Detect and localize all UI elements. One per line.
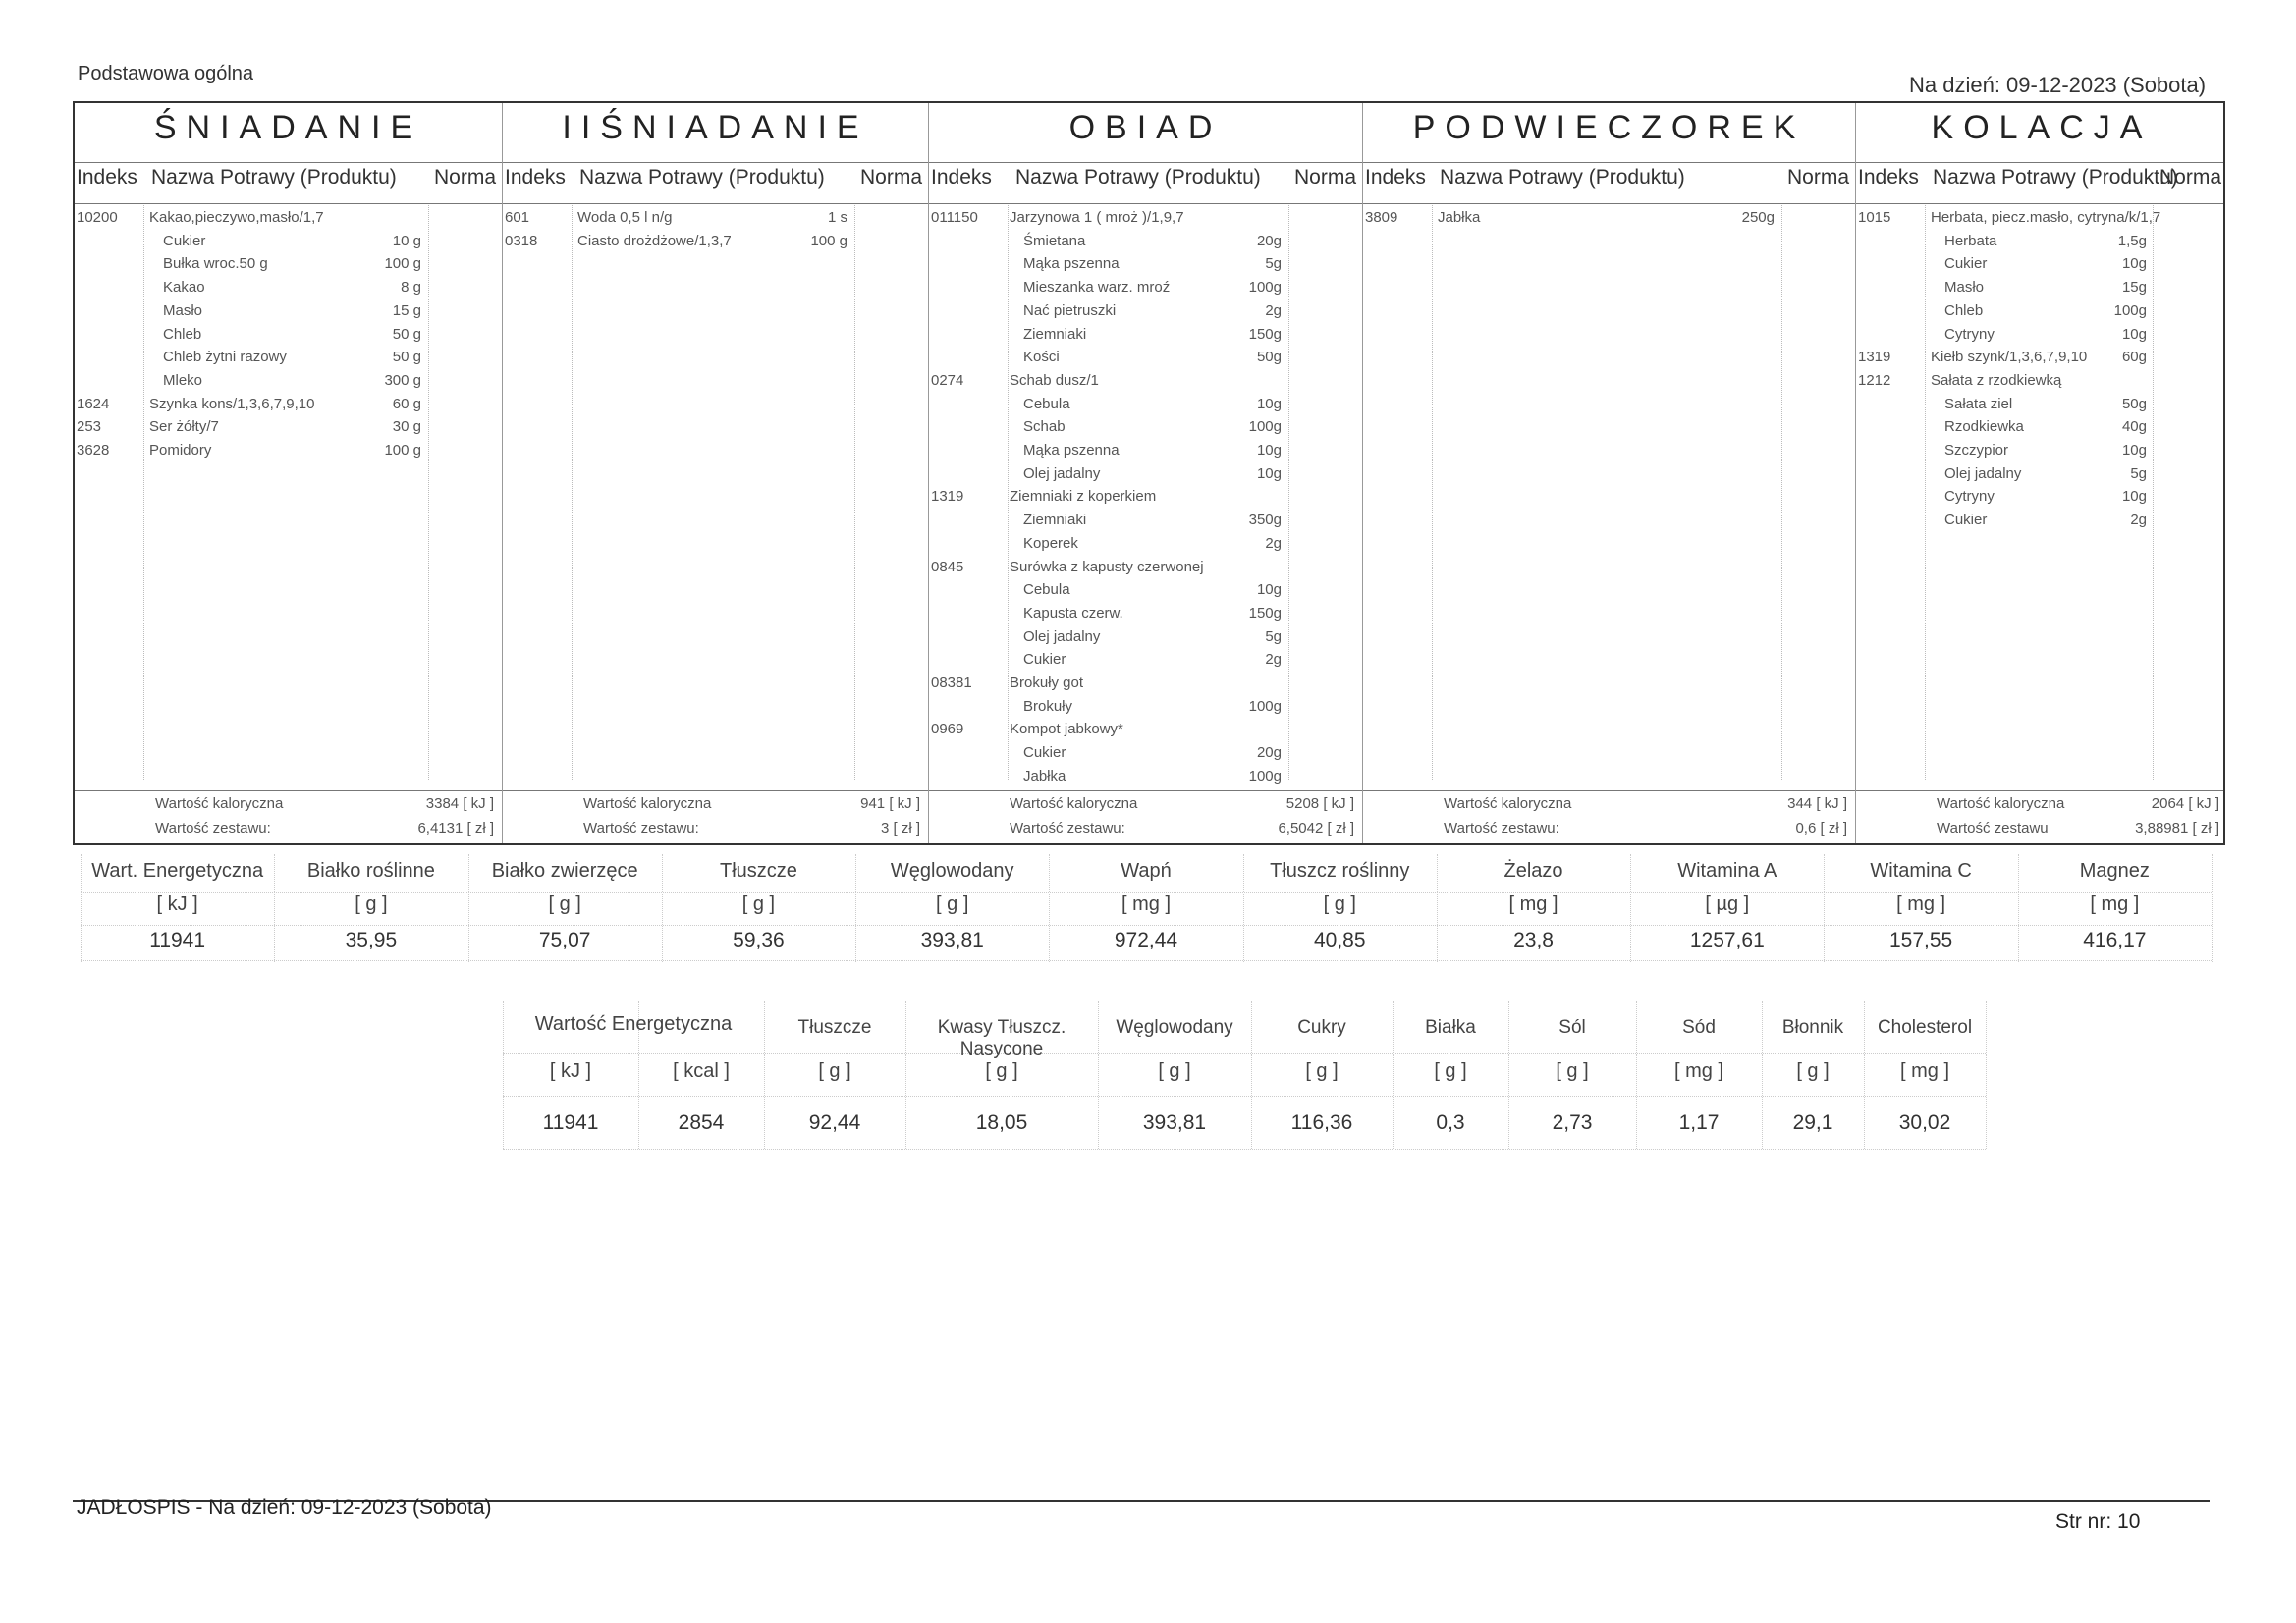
item-index: 0318 [505,232,538,249]
list-item [1856,512,2227,534]
meal-title: KOLACJA [1931,109,2153,146]
calorie-label: Wartość kaloryczna [1444,795,1572,812]
nutrient-unit: [ g ] [1796,1060,1830,1082]
grid-line [503,1053,1986,1054]
cost-label: Wartość zestawu [1937,820,2049,837]
nutrient-unit: [ g ] [1305,1060,1339,1082]
item-name: Mąka pszenna [1023,442,1120,459]
col-header-norm: Norma [1786,166,1849,189]
item-name: Ziemniaki [1023,512,1087,529]
col-divider [854,205,855,780]
list-item [929,488,1362,511]
nutrient-value: 393,81 [920,929,984,951]
item-norm: 1 s [827,209,847,226]
item-name: Szczypior [1944,442,2009,459]
nutrient-unit: [ g ] [355,893,388,915]
nutrient-unit: [ g ] [741,893,776,915]
nutrient-label: Wapń [1121,860,1172,882]
list-item [929,581,1362,604]
item-norm: 10g [2121,255,2147,273]
item-norm: 150g [1248,325,1282,343]
list-item [929,698,1362,721]
col-divider [1432,205,1433,780]
item-name: Cebula [1023,395,1070,412]
list-item [929,302,1362,325]
list-item [929,651,1362,674]
list-item [929,396,1362,418]
nutrition-table-label [503,1001,2066,1149]
grid-line [503,1149,1986,1150]
item-name: Mieszanka warz. mroź [1023,279,1171,297]
item-name: Koperek [1023,534,1078,552]
list-item [1856,279,2227,301]
item-name: Szynka kons/1,3,6,7,9,10 [149,395,315,412]
item-index: 3628 [77,442,110,459]
item-norm: 50g [1256,349,1282,366]
nutrient-label: Błonnik [1781,1017,1844,1038]
cost-value: 3 [ zł ] [880,820,920,837]
col-header-name: Nazwa Potrawy (Produktu) [1933,166,2178,189]
item-name: Kości [1023,349,1060,366]
item-norm: 350g [1248,512,1282,529]
list-item [75,418,502,441]
item-norm: 20g [1256,232,1282,249]
item-name: Ciasto drożdżowe/1,3,7 [577,232,732,249]
item-index: 601 [505,209,530,226]
item-norm: 100g [1248,279,1282,297]
list-item [1856,418,2227,441]
nutrient-unit: [ mg ] [1508,893,1558,915]
list-item [1856,442,2227,464]
item-norm: 60 g [392,395,421,412]
item-index: 10200 [77,209,118,226]
col-divider [572,205,573,780]
item-norm: 15g [2121,279,2147,297]
item-name: Brokuły got [1010,675,1084,691]
meal-column-4 [1856,103,2227,843]
item-index: 3809 [1365,209,1398,226]
meal-column-1 [503,103,929,843]
nutrient-value: 2854 [678,1111,725,1134]
nutrient-unit: [ mg ] [2090,893,2140,915]
item-name: Chleb [1944,301,1984,319]
nutrient-label: Cholesterol [1877,1017,1973,1038]
nutrient-value: 11941 [149,929,206,951]
item-name: Ziemniaki [1023,325,1087,343]
list-item [929,326,1362,349]
meal-title: IIŚNIADANIE [562,109,869,146]
item-norm: 20g [1256,744,1282,762]
cost-label: Wartość zestawu: [155,820,271,837]
nutrient-value: 416,17 [2083,929,2147,951]
col-header-name: Nazwa Potrawy (Produktu) [1440,166,1685,189]
nutrient-value: 29,1 [1792,1111,1833,1134]
grid-line [81,925,2212,926]
item-norm: 100g [2113,301,2147,319]
item-norm: 100 g [384,255,421,273]
nutrient-value: 59,36 [733,929,785,951]
nutrient-value: 972,44 [1114,929,1178,951]
list-item [1856,326,2227,349]
nutrient-label: Tłuszcz roślinny [1270,860,1410,882]
menu-table [73,101,2225,845]
energy-label: Wartość Energetyczna [534,1013,733,1035]
meal-title: ŚNIADANIE [153,109,423,146]
item-norm: 100g [1248,697,1282,715]
item-norm: 50 g [392,325,421,343]
item-norm: 10g [2121,488,2147,506]
item-name: Surówka z kapusty czerwonej [1010,558,1204,575]
nutrient-unit: [ mg ] [1899,1060,1949,1082]
list-item [929,349,1362,371]
item-norm: 60g [2121,349,2147,366]
list-item [929,442,1362,464]
list-item [75,233,502,255]
item-name: Bułka wroc.50 g [163,255,268,273]
item-name: Cukier [1944,255,1988,273]
calorie-value: 941 [ kJ ] [860,795,920,812]
list-item [75,372,502,395]
list-item [1856,349,2227,371]
nutrient-label: Żelazo [1503,860,1563,882]
cost-label: Wartość zestawu: [1444,820,1559,837]
nutrient-value: 0,3 [1436,1111,1465,1134]
item-norm: 50 g [392,349,421,366]
list-item [75,349,502,371]
item-index: 0969 [931,721,964,738]
item-name: Olej jadalny [1023,627,1101,645]
nutrient-value: 18,05 [975,1111,1028,1134]
item-index: 0845 [931,558,964,575]
grid-line [1986,1001,1987,1149]
nutrient-label: Sód [1682,1017,1716,1038]
list-item [929,372,1362,395]
col-header-index: Indeks [1365,166,1426,189]
item-name: Ser żółty/7 [149,418,219,436]
nutrient-label: Węglowodany [1116,1017,1233,1038]
nutrient-unit: [ g ] [936,893,969,915]
nutrient-label: Tłuszcze [719,860,797,882]
nutrient-label: Białka [1425,1017,1476,1038]
item-name: Jabłka [1438,209,1481,226]
item-index: 08381 [931,675,972,691]
item-name: Ziemniaki z koperkiem [1010,488,1157,506]
item-norm: 10g [1256,395,1282,412]
item-norm: 2g [2130,512,2147,529]
item-name: Cebula [1023,581,1070,599]
meal-column-2 [929,103,1363,843]
list-item [75,302,502,325]
list-item [1856,209,2227,232]
calorie-label: Wartość kaloryczna [1010,795,1138,812]
item-norm: 10g [2121,325,2147,343]
calorie-value: 3384 [ kJ ] [425,795,494,812]
list-item [1856,488,2227,511]
item-name: Brokuły [1023,697,1073,715]
nutrient-label: Wart. Energetyczna [91,860,264,882]
date-label: Na dzień: 09-12-2023 (Sobota) [1909,73,2207,97]
nutrient-unit: [ kJ ] [549,1060,592,1082]
col-header-name: Nazwa Potrawy (Produktu) [151,166,397,189]
nutrient-label: Białko zwierzęce [491,860,638,882]
list-item [75,396,502,418]
plan-type-label: Podstawowa ogólna [78,63,254,84]
col-header-norm: Norma [2159,166,2221,189]
nutrient-unit: [ µg ] [1705,893,1750,915]
item-index: 1319 [931,488,964,506]
item-norm: 15 g [392,301,421,319]
col-divider [1781,205,1782,780]
nutrient-unit: [ g ] [1434,1060,1467,1082]
col-header-index: Indeks [931,166,992,189]
col-header-index: Indeks [1858,166,1919,189]
calorie-value: 344 [ kJ ] [1787,795,1847,812]
nutrient-value: 1,17 [1678,1111,1720,1134]
nutrient-value: 30,02 [1898,1111,1951,1134]
list-item [1856,233,2227,255]
item-name: Schab dusz/1 [1010,371,1099,389]
nutrient-unit: [ g ] [818,1060,851,1082]
nutrient-value: 157,55 [1888,929,1953,951]
list-item [929,559,1362,581]
item-name: Pomidory [149,442,212,459]
cost-value: 6,4131 [ zł ] [417,820,494,837]
nutrient-label: Białko roślinne [306,860,435,882]
item-norm: 5g [1265,627,1282,645]
list-item [929,721,1362,743]
list-item [75,326,502,349]
list-item [929,512,1362,534]
item-norm: 2g [1265,534,1282,552]
item-name: Kapusta czerw. [1023,604,1123,622]
nutrition-table-daily [81,854,2212,972]
nutrient-value: 23,8 [1513,929,1554,951]
item-norm: 100 g [384,442,421,459]
list-item [75,279,502,301]
nutrient-value: 75,07 [538,929,591,951]
item-name: Cukier [163,232,206,249]
item-name: Cytryny [1944,325,1995,343]
footer-title: JADŁOSPIS - Na dzień: 09-12-2023 (Sobota) [77,1496,492,1519]
item-name: Śmietana [1023,232,1086,249]
nutrient-value: 393,81 [1142,1111,1207,1134]
meal-title: OBIAD [1068,109,1223,146]
item-norm: 30 g [392,418,421,436]
item-norm: 10g [1256,464,1282,482]
item-name: Cukier [1944,512,1988,529]
col-header-norm: Norma [433,166,496,189]
item-name: Cukier [1023,744,1066,762]
item-norm: 250g [1741,209,1775,226]
nutrient-label: Węglowodany [890,860,1014,882]
nutrient-value: 35,95 [345,929,398,951]
col-header-name: Nazwa Potrawy (Produktu) [1015,166,1261,189]
item-name: Jarzynowa 1 ( mroż )/1,9,7 [1010,209,1184,226]
nutrient-unit: [ mg ] [1121,893,1171,915]
item-name: Jabłka [1023,767,1066,784]
nutrient-unit: [ g ] [1158,1060,1191,1082]
item-norm: 300 g [384,371,421,389]
list-item [929,233,1362,255]
item-name: Masło [163,301,203,319]
list-item [929,279,1362,301]
item-index: 1319 [1858,349,1891,366]
list-item [1856,302,2227,325]
cost-label: Wartość zestawu: [1010,820,1125,837]
list-item [75,255,502,278]
nutrient-value: 2,73 [1552,1111,1593,1134]
item-name: Schab [1023,418,1066,436]
cost-value: 0,6 [ zł ] [1795,820,1847,837]
list-item [75,442,502,464]
col-header-name: Nazwa Potrawy (Produktu) [579,166,825,189]
nutrient-unit: [ kcal ] [673,1060,730,1082]
list-item [929,675,1362,697]
item-norm: 2g [1265,301,1282,319]
item-name: Mleko [163,371,203,389]
nutrient-unit: [ g ] [548,893,581,915]
list-item [1856,372,2227,395]
item-index: 1212 [1858,371,1891,389]
list-item [929,744,1362,767]
cost-value: 6,5042 [ zł ] [1278,820,1354,837]
nutrient-label: Tłuszcze [797,1017,872,1038]
item-name: Cukier [1023,651,1066,669]
calorie-label: Wartość kaloryczna [583,795,712,812]
item-norm: 150g [1248,604,1282,622]
item-name: Herbata [1944,232,1997,249]
list-item [1363,209,1855,232]
nutrient-value: 40,85 [1313,929,1366,951]
grid-line [2212,854,2213,962]
item-name: Woda 0,5 l n/g [577,209,673,226]
nutrient-label: Kwasy Tłuszcz. Nasycone [937,1017,1066,1059]
list-item [929,768,1362,790]
meal-column-0 [75,103,503,843]
nutrient-value: 1257,61 [1689,929,1765,951]
nutrient-label: Magnez [2079,860,2150,882]
col-header-index: Indeks [505,166,566,189]
nutrient-label: Witamina C [1870,860,1972,882]
cost-value: 3,88981 [ zł ] [2135,820,2219,837]
list-item [503,209,928,232]
list-item [929,535,1362,558]
nutrient-value: 116,36 [1290,1111,1353,1134]
list-item [1856,465,2227,488]
item-name: Sałata ziel [1944,395,2013,412]
item-index: 011150 [931,209,978,226]
item-norm: 10g [1256,581,1282,599]
item-name: Rzodkiewka [1944,418,2024,436]
nutrient-unit: [ mg ] [1896,893,1946,915]
item-name: Chleb [163,325,202,343]
item-index: 253 [77,418,102,436]
list-item [75,209,502,232]
item-name: Masło [1944,279,1985,297]
nutrient-unit: [ kJ ] [156,893,198,915]
item-index: 0274 [931,371,964,389]
grid-line [503,1096,1986,1097]
item-norm: 10g [1256,442,1282,459]
item-norm: 100 g [810,232,847,249]
list-item [929,418,1362,441]
nutrient-label: Cukry [1297,1017,1346,1038]
item-norm: 40g [2121,418,2147,436]
nutrient-unit: [ g ] [1323,893,1356,915]
page-number: Str nr: 10 [2055,1510,2141,1533]
grid-line [81,960,2212,961]
item-name: Nać pietruszki [1023,301,1117,319]
item-name: Kiełb szynk/1,3,6,7,9,10 [1931,349,2088,366]
col-header-norm: Norma [1293,166,1356,189]
nutrient-unit: [ g ] [985,1060,1018,1082]
item-norm: 5g [1265,255,1282,273]
list-item [1856,396,2227,418]
item-name: Mąka pszenna [1023,255,1120,273]
col-header-norm: Norma [859,166,922,189]
nutrient-label: Sól [1558,1017,1586,1038]
item-norm: 100g [1248,767,1282,784]
item-norm: 1,5g [2117,232,2147,249]
nutrient-value: 11941 [542,1111,599,1134]
item-name: Kompot jabkowy* [1010,721,1123,738]
calorie-label: Wartość kaloryczna [1937,795,2065,812]
item-name: Herbata, piecz.masło, cytryna/k/1,7 [1931,209,2161,226]
nutrient-value: 92,44 [808,1111,861,1134]
item-name: Olej jadalny [1023,464,1101,482]
grid-line [81,892,2212,893]
list-item [929,628,1362,651]
item-index: 1624 [77,395,110,412]
calorie-value: 5208 [ kJ ] [1285,795,1354,812]
item-name: Kakao,pieczywo,masło/1,7 [149,209,324,226]
meal-title: PODWIECZOREK [1412,109,1806,146]
item-norm: 8 g [401,279,421,297]
item-norm: 2g [1265,651,1282,669]
meal-column-3 [1363,103,1856,843]
list-item [929,465,1362,488]
item-norm: 10 g [392,232,421,249]
item-norm: 50g [2121,395,2147,412]
list-item [929,209,1362,232]
item-index: 1015 [1858,209,1891,226]
item-name: Kakao [163,279,205,297]
calorie-value: 2064 [ kJ ] [2151,795,2219,812]
item-norm: 100g [1248,418,1282,436]
cost-label: Wartość zestawu: [583,820,699,837]
list-item [503,233,928,255]
col-header-index: Indeks [77,166,137,189]
item-norm: 10g [2121,442,2147,459]
calorie-label: Wartość kaloryczna [155,795,284,812]
nutrient-unit: [ g ] [1556,1060,1589,1082]
list-item [929,255,1362,278]
item-name: Chleb żytni razowy [163,349,287,366]
list-item [1856,255,2227,278]
item-norm: 5g [2130,464,2147,482]
nutrient-unit: [ mg ] [1673,1060,1723,1082]
item-name: Olej jadalny [1944,464,2022,482]
list-item [929,605,1362,627]
item-name: Cytryny [1944,488,1995,506]
nutrient-label: Witamina A [1677,860,1777,882]
item-name: Sałata z rzodkiewką [1931,371,2062,389]
